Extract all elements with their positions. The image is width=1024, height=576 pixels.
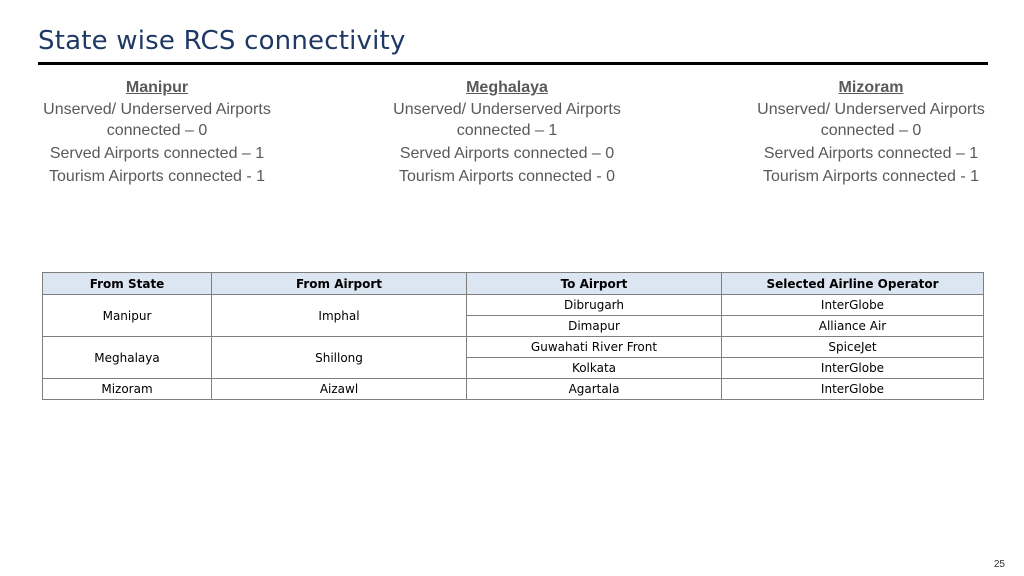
summary-line: Served Airports connected – 1 xyxy=(49,145,265,162)
summary-line: connected – 0 xyxy=(820,122,922,139)
header-to-airport: To Airport xyxy=(467,273,722,295)
cell-to-airport: Kolkata xyxy=(467,358,722,379)
state-name: Manipur xyxy=(125,79,189,96)
cell-to-airport: Dibrugarh xyxy=(467,295,722,316)
cell-to-airport: Agartala xyxy=(467,379,722,400)
header-from-airport: From Airport xyxy=(212,273,467,295)
summary-line: Unserved/ Underserved Airports xyxy=(393,101,621,118)
cell-operator: InterGlobe xyxy=(722,379,984,400)
summary-line: connected – 1 xyxy=(456,122,558,139)
cell-operator: SpiceJet xyxy=(722,337,984,358)
cell-operator: Alliance Air xyxy=(722,316,984,337)
state-summary-mizoram xyxy=(731,77,1011,187)
summary-line: Served Airports connected – 0 xyxy=(399,145,615,162)
page-title: State wise RCS connectivity xyxy=(38,26,406,56)
table-row xyxy=(43,337,984,358)
cell-operator: InterGlobe xyxy=(722,358,984,379)
cell-to-airport: Dimapur xyxy=(467,316,722,337)
table-row xyxy=(43,295,984,316)
cell-from-airport: Imphal xyxy=(212,295,467,337)
cell-from-airport: Shillong xyxy=(212,337,467,379)
cell-operator: InterGlobe xyxy=(722,295,984,316)
summary-line: Unserved/ Underserved Airports xyxy=(757,101,985,118)
title-divider xyxy=(38,62,988,65)
summary-line: Served Airports connected – 1 xyxy=(763,145,979,162)
state-summary-manipur xyxy=(17,77,297,187)
header-airline-operator: Selected Airline Operator xyxy=(722,273,984,295)
header-from-state: From State xyxy=(43,273,212,295)
cell-from-state: Manipur xyxy=(43,295,212,337)
page-number: 25 xyxy=(993,559,1005,570)
state-name: Meghalaya xyxy=(466,79,548,96)
cell-from-airport: Aizawl xyxy=(212,379,467,400)
table-header-row xyxy=(43,273,984,295)
summary-line: Tourism Airports connected - 1 xyxy=(762,168,980,185)
connectivity-table xyxy=(42,272,984,400)
summary-line: Tourism Airports connected - 1 xyxy=(48,168,266,185)
table-row xyxy=(43,379,984,400)
cell-from-state: Mizoram xyxy=(43,379,212,400)
cell-to-airport: Guwahati River Front xyxy=(467,337,722,358)
summary-line: connected – 0 xyxy=(106,122,208,139)
cell-from-state: Meghalaya xyxy=(43,337,212,379)
state-summary-meghalaya xyxy=(367,77,647,187)
summary-line: Tourism Airports connected - 0 xyxy=(398,168,616,185)
summary-line: Unserved/ Underserved Airports xyxy=(43,101,271,118)
state-name: Mizoram xyxy=(838,79,904,96)
